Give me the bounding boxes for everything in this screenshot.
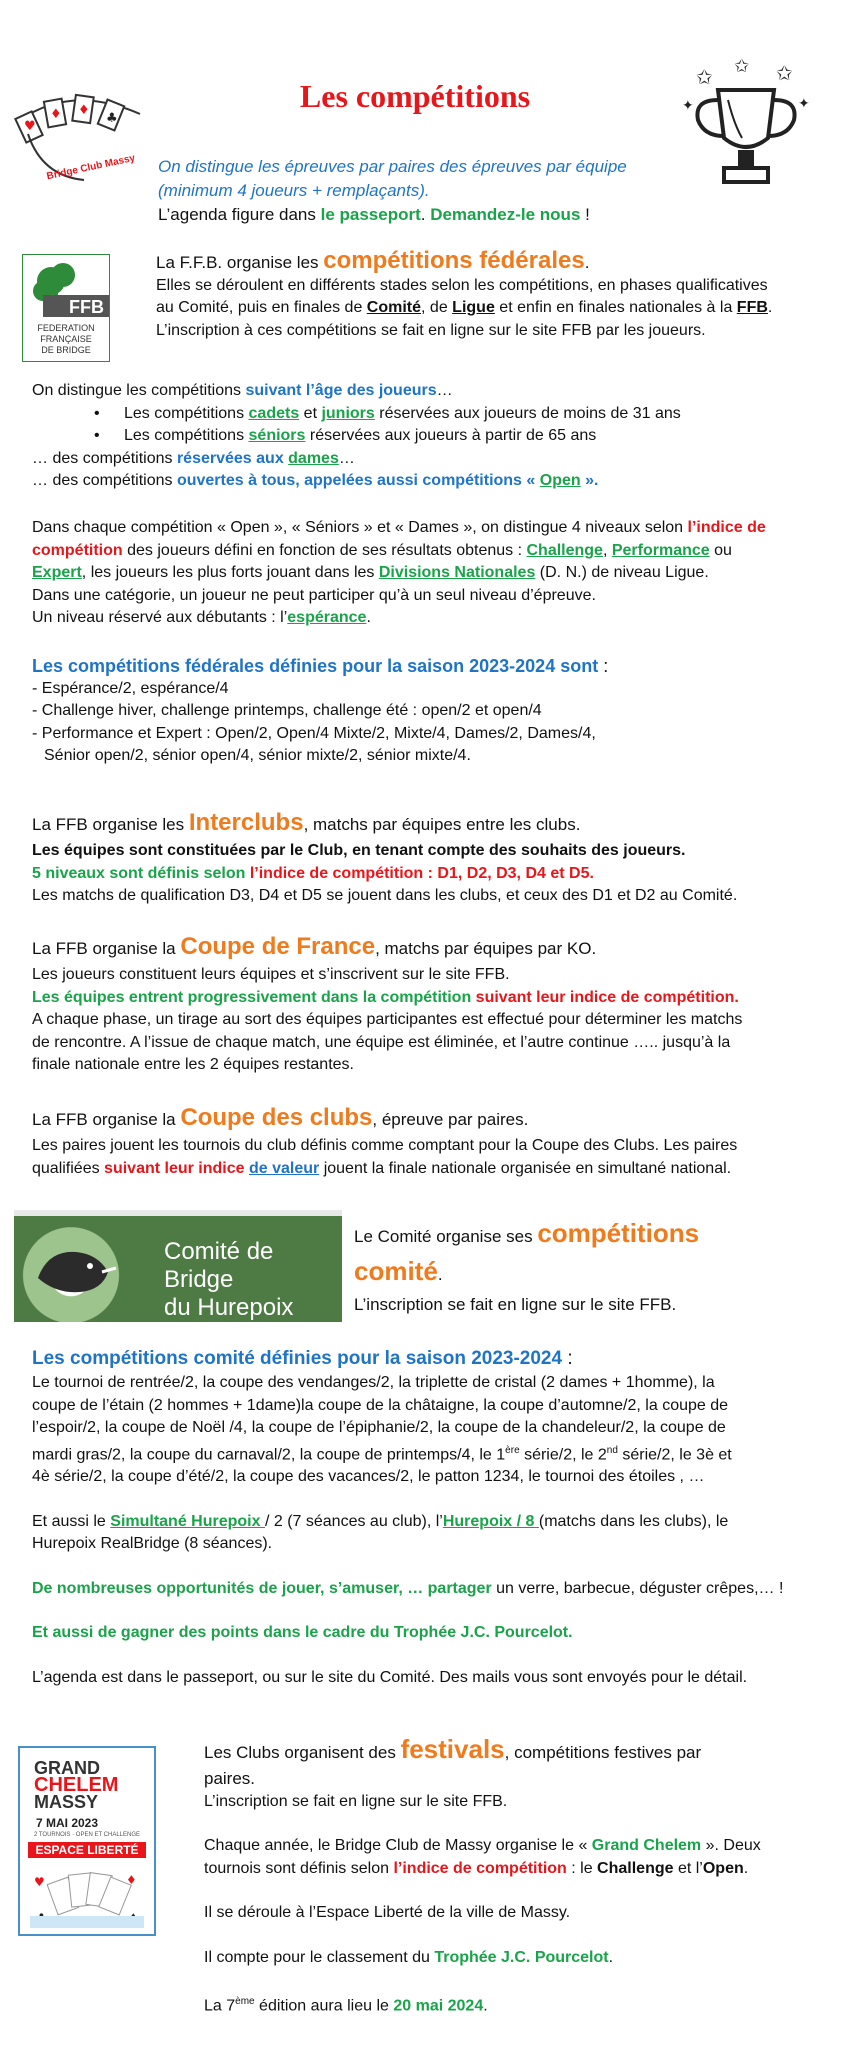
comite-section [354,1216,824,1318]
cards-icon [30,1866,144,1928]
federal-season-line4: Sénior open/2, sénior open/4, sénior mixte/2, sénior mixte/4. [44,747,471,764]
ffb-line2: Elles se déroulent en différents stades selon les compétitions, en phases qualificatives [156,276,768,294]
ffb-logo [22,254,110,362]
interclubs-line2: Les équipes sont constituées par le Club, en tenant compte des souhaits des joueurs. [32,842,686,859]
festivals-line1: Les Clubs organisent des festivals, compétitions festives par [204,1734,702,1764]
intro [158,155,678,227]
ffb-line1: La F.F.B. organise les compétitions fédérales. [156,247,590,274]
federal-season-line2: - Challenge hiver, challenge printemps, challenge été : open/2 et open/4 [32,702,542,719]
comite-season-line9: Et aussi de gagner des points dans le cadre du Trophée J.C. Pourcelot. [32,1624,573,1642]
poster-date: 7 MAI 2023 [36,1816,99,1830]
intro-italic: On distingue les épreuves par paires des épreuves par équipe (minimum 4 joueurs + remplaçants). [158,157,627,200]
festivals-line6: Il se déroule à l’Espace Liberté de la ville de Massy. [204,1904,571,1921]
festivals-line5: tournois sont définis selon l’indice de compétition : le Challenge et l’Open. [204,1859,749,1877]
coupe-france-line4: A chaque phase, un tirage au sort des équipes participantes est effectué pour déterminer les matchs [32,1011,743,1028]
coupe-clubs-line3: qualifiées suivant leur indice de valeur jouent la finale nationale organisée en simultané national. [32,1159,732,1177]
trophy-icon [676,50,816,200]
list-item: • Les compétitions séniors réservées aux joueurs à partir de 65 ans [124,425,822,448]
spacer [32,1600,822,1622]
comite-line3: L’inscription se fait en ligne sur le site FFB. [354,1295,677,1314]
spacer [204,1880,824,1902]
comite-line2: comité. [354,1256,443,1286]
ffb-line4: L’inscription à ces compétitions se fait en ligne sur le site FFB par les joueurs. [156,321,706,339]
interclubs-line3: 5 niveaux sont définis selon l’indice de compétition : D1, D2, D3, D4 et D5. [32,864,594,882]
comite-season-line2: coupe de l’étain (2 hommes + 1dame)la coupe de la châtaigne, la coupe d’automne/2, la coupe de [32,1396,729,1414]
coupe-france-line6: finale nationale entre les 2 équipes restantes. [32,1056,354,1073]
age-line2: … des compétitions réservées aux dames… [32,449,355,467]
svg-text:✩: ✩ [696,65,713,89]
spacer [32,1556,822,1578]
coupe-france-line2: Les joueurs constituent leurs équipes et s’inscrivent sur le site FFB. [32,966,510,983]
federal-season-heading: Les compétitions fédérales définies pour la saison 2023-2024 sont : [32,656,609,676]
spacer [32,1489,822,1511]
page-title: Les compétitions [299,78,531,114]
comite-logo-line1: Comité de Bridge [164,1238,274,1293]
svg-text:✩: ✩ [776,61,793,85]
interclubs-line1: La FFB organise les Interclubs, matchs par équipes entre les clubs. [32,809,581,836]
svg-text:FEDERATION: FEDERATION [37,323,95,333]
svg-text:♦: ♦ [50,107,62,122]
comite-line1: Le Comité organise ses compétitions [354,1218,700,1248]
comite-logo-line2: du Hurepoix [164,1294,294,1321]
age-section [32,380,822,493]
levels-line1: Dans chaque compétition « Open », « Séniors » et « Dames », on distingue 4 niveaux selon l’indice de [32,519,766,536]
spacer [204,1925,824,1947]
festivals-line3: L’inscription se fait en ligne sur le site FFB. [204,1792,508,1810]
coupe-france-section [32,932,822,1077]
ffb-line3: au Comité, puis en finales de Comité, de Ligue et enfin en finales nationales à la FFB. [156,299,773,316]
coupe-france-line3: Les équipes entrent progressivement dans la compétition suivant leur indice de compétition. [32,988,739,1006]
svg-text:Bridge Club Massy: Bridge Club Massy [45,152,137,182]
svg-text:♥: ♥ [34,1875,45,1889]
festivals-section [204,1734,824,2018]
levels-line4: Dans une catégorie, un joueur ne peut participer qu’à un seul niveau d’épreuve. [32,586,596,604]
spacer [204,1813,824,1835]
comite-logo [14,1210,342,1322]
svg-text:♥: ♥ [24,119,36,134]
coupe-clubs-line1: La FFB organise la Coupe des clubs, épreuve par paires. [32,1104,529,1131]
svg-text:✦: ✦ [682,98,694,114]
comite-season-line7: Hurepoix RealBridge (8 séances). [32,1535,273,1553]
age-line1: On distingue les compétitions suivant l’âge des joueurs… [32,382,453,399]
festivals-line8: La 7ème édition aura lieu le 20 mai 2024. [204,1996,488,2015]
svg-text:FRANÇAISE: FRANÇAISE [40,334,92,344]
coupe-clubs-line2: Les paires jouent les tournois du club définis comme comptant pour la Coupe des Clubs. Les paires [32,1137,738,1154]
boar-icon [28,1228,118,1312]
intro-agenda: L’agenda figure dans le passeport. Demandez-le nous ! [158,205,590,224]
svg-text:♣: ♣ [106,111,118,126]
federal-season-section [32,655,822,768]
svg-text:♦: ♦ [78,103,90,118]
svg-text:♦: ♦ [126,1873,137,1887]
poster-line1: GRAND [34,1758,100,1778]
comite-season-line8: De nombreuses opportunités de jouer, s’amuser, … partager un verre, barbecue, déguster crêpes,… ! [32,1579,784,1597]
interclubs-line4: Les matchs de qualification D3, D4 et D5 se jouent dans les clubs, et ceux des D1 et D2 au Comité. [32,887,738,904]
list-item: • Les compétitions cadets et juniors réservées aux joueurs de moins de 31 ans [124,403,822,426]
grand-chelem-poster [18,1746,156,1936]
festivals-line4: Chaque année, le Bridge Club de Massy organise le « Grand Chelem ». Deux [204,1837,761,1854]
comite-season-line1: Le tournoi de rentrée/2, la coupe des vendanges/2, la triplette de cristal (2 dames + 1homme), la [32,1374,715,1391]
poster-line2: CHELEM [34,1774,119,1796]
poster-sub: 2 TOURNOIS · OPEN ET CHALLENGE [33,1832,141,1838]
club-logo [12,84,148,182]
comite-season-line3: l’espoir/2, la coupe de Noël /4, la coupe de l’épiphanie/2, la coupe de la chandeleur/2, la coupe de [32,1419,726,1436]
levels-section [32,517,822,630]
comite-season-section [32,1346,822,1689]
interclubs-section [32,808,822,908]
svg-text:✦: ✦ [798,96,810,112]
svg-text:DE BRIDGE: DE BRIDGE [41,345,91,355]
festivals-line2: paires. [204,1769,256,1788]
levels-line3: Expert, les joueurs les plus forts jouant dans les Divisions Nationales (D. N.) de niveau Ligue. [32,564,709,581]
svg-text:FFB: FFB [69,297,104,317]
svg-text:✩: ✩ [734,56,750,77]
coupe-clubs-section [32,1103,822,1180]
coupe-france-line1: La FFB organise la Coupe de France, matchs par équipes par KO. [32,933,597,960]
comite-season-line10: L’agenda est dans le passeport, ou sur le site du Comité. Des mails vous sont envoyés pour le détail. [32,1668,748,1686]
levels-line2: compétition des joueurs défini en fonction de ses résultats obtenus : Challenge, Performance ou [32,541,732,559]
levels-line5: Un niveau réservé aux débutants : l’espérance. [32,609,371,626]
ffb-section [156,247,826,342]
comite-season-line4: mardi gras/2, la coupe du carnaval/2, la coupe de printemps/4, le 1ère série/2, le 2nd série/2, le 3è et [32,1444,732,1463]
comite-season-line6: Et aussi le Simultané Hurepoix / 2 (7 séances au club), l’Hurepoix / 8 (matchs dans les clubs), le [32,1512,729,1530]
poster-line3: MASSY [34,1792,99,1812]
age-line3: … des compétitions ouvertes à tous, appelées aussi compétitions « Open ». [32,472,599,489]
coupe-france-line5: de rencontre. A l’issue de chaque match, une équipe est éliminée, et l’autre continue ….. jusqu’à la [32,1033,731,1051]
federal-season-line3: - Performance et Expert : Open/2, Open/4 Mixte/2, Mixte/4, Dames/2, Dames/4, [32,724,596,742]
federal-season-line1: - Espérance/2, espérance/4 [32,679,229,697]
comite-season-heading: Les compétitions comité définies pour la saison 2023-2024 : [32,1348,573,1369]
spacer [204,1969,824,1991]
comite-season-line5: 4è série/2, la coupe d’été/2, la coupe des vacances/2, le patton 1234, le tournoi des étoiles , … [32,1468,705,1486]
spacer [32,1645,822,1667]
poster-place: ESPACE LIBERTÉ [28,1842,146,1858]
festivals-line7: Il compte pour le classement du Trophée J.C. Pourcelot. [204,1948,614,1966]
